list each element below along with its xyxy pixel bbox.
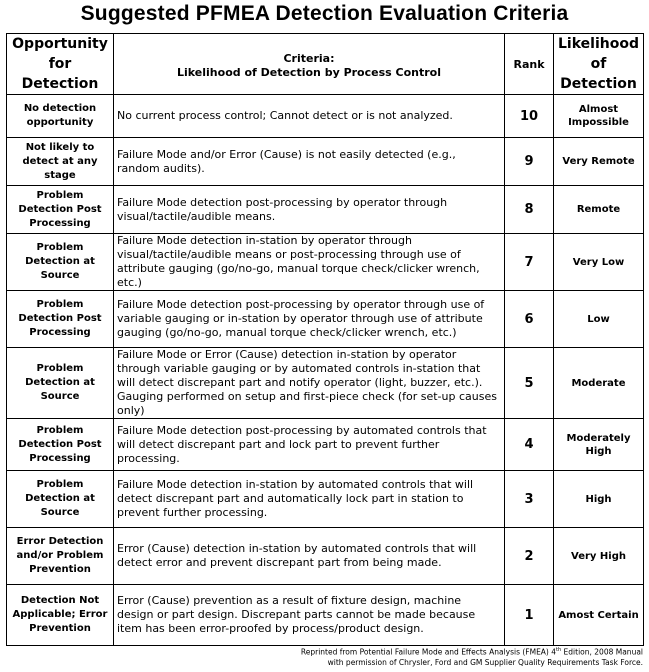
likelihood-cell: Almost Impossible bbox=[554, 95, 644, 138]
opportunity-cell: No detection opportunity bbox=[7, 95, 114, 138]
rank-cell: 2 bbox=[505, 528, 554, 585]
opportunity-cell: Detection Not Applicable; Error Prevention bbox=[7, 585, 114, 646]
criteria-cell: Failure Mode and/or Error (Cause) is not easily detected (e.g., random audits). bbox=[114, 138, 505, 186]
header-likelihood bbox=[554, 34, 644, 95]
table-row bbox=[7, 585, 644, 646]
criteria-cell: Failure Mode detection post-processing by operator through use of variable gauging or in-station by operator through use of attribute gauging (go/no-go, manual torque check/clicker wrench, etc.) bbox=[114, 291, 505, 348]
rank-cell: 7 bbox=[505, 234, 554, 291]
rank-cell: 3 bbox=[505, 471, 554, 528]
likelihood-cell: Remote bbox=[554, 186, 644, 234]
footnote-line1 bbox=[123, 645, 643, 658]
footnote-line2: with permission of Chrysler, Ford and GM Supplier Quality Requirements Task Force. bbox=[327, 657, 643, 667]
table-row bbox=[7, 528, 644, 585]
likelihood-cell: Very Low bbox=[554, 234, 644, 291]
likelihood-cell: Moderately High bbox=[554, 419, 644, 471]
source-footnote bbox=[123, 645, 643, 668]
likelihood-cell: Low bbox=[554, 291, 644, 348]
table-row bbox=[7, 186, 644, 234]
opportunity-cell: Problem Detection at Source bbox=[7, 471, 114, 528]
table-row bbox=[7, 234, 644, 291]
header-criteria-line1: Criteria: bbox=[283, 51, 335, 65]
likelihood-cell: Amost Certain bbox=[554, 585, 644, 646]
detection-criteria-table bbox=[6, 33, 644, 646]
table-row bbox=[7, 291, 644, 348]
page-title: Suggested PFMEA Detection Evaluation Criteria bbox=[80, 2, 569, 25]
rank-cell: 1 bbox=[505, 585, 554, 646]
opportunity-cell: Problem Detection at Source bbox=[7, 234, 114, 291]
header-criteria-line2: Likelihood of Detection by Process Control bbox=[177, 65, 441, 79]
criteria-cell: Failure Mode detection in-station by automated controls that will detect discrepant part and automatically lock part in station to prevent further processing. bbox=[114, 471, 505, 528]
header-likelihood-line2: of Detection bbox=[560, 56, 637, 92]
header-likelihood-line1: Likelihood bbox=[558, 36, 639, 52]
criteria-cell: Error (Cause) detection in-station by automated controls that will detect error and prevent discrepant part from being made. bbox=[114, 528, 505, 585]
criteria-cell: No current process control; Cannot detect or is not analyzed. bbox=[114, 95, 505, 138]
rank-cell: 10 bbox=[505, 95, 554, 138]
footnote-superscript: th bbox=[556, 647, 562, 653]
header-opportunity bbox=[7, 34, 114, 95]
opportunity-cell: Problem Detection at Source bbox=[7, 348, 114, 419]
opportunity-cell: Problem Detection Post Processing bbox=[7, 291, 114, 348]
rank-cell: 4 bbox=[505, 419, 554, 471]
criteria-cell: Failure Mode detection in-station by operator through visual/tactile/audible means or post-processing through use of attribute gauging (go/no-go, manual torque check/clicker wrench, etc.) bbox=[114, 234, 505, 291]
header-rank: Rank bbox=[505, 34, 554, 95]
criteria-cell: Error (Cause) prevention as a result of fixture design, machine design or part design. Discrepant parts cannot be made because item has been error-proofed by process/product design. bbox=[114, 585, 505, 646]
table-row bbox=[7, 419, 644, 471]
footnote-line1-post: Edition, 2008 Manual bbox=[561, 647, 643, 657]
table-row bbox=[7, 348, 644, 419]
footnote-line1-pre: Reprinted from Potential Failure Mode and Effects Analysis (FMEA) 4 bbox=[300, 647, 557, 657]
header-opportunity-line2: for Detection bbox=[21, 56, 99, 92]
opportunity-cell: Problem Detection Post Processing bbox=[7, 186, 114, 234]
header-criteria bbox=[114, 34, 505, 95]
likelihood-cell: Very High bbox=[554, 528, 644, 585]
header-opportunity-line1: Opportunity bbox=[12, 36, 108, 52]
rank-cell: 6 bbox=[505, 291, 554, 348]
opportunity-cell: Problem Detection Post Processing bbox=[7, 419, 114, 471]
header-row bbox=[7, 34, 644, 95]
criteria-cell: Failure Mode detection post-processing by automated controls that will detect discrepant part and lock part to prevent further processing. bbox=[114, 419, 505, 471]
likelihood-cell: Very Remote bbox=[554, 138, 644, 186]
likelihood-cell: High bbox=[554, 471, 644, 528]
likelihood-cell: Moderate bbox=[554, 348, 644, 419]
table-row bbox=[7, 95, 644, 138]
table-row bbox=[7, 138, 644, 186]
criteria-cell: Failure Mode detection post-processing by operator through visual/tactile/audible means. bbox=[114, 186, 505, 234]
rank-cell: 8 bbox=[505, 186, 554, 234]
opportunity-cell: Not likely to detect at any stage bbox=[7, 138, 114, 186]
table-row bbox=[7, 471, 644, 528]
opportunity-cell: Error Detection and/or Problem Prevention bbox=[7, 528, 114, 585]
rank-cell: 9 bbox=[505, 138, 554, 186]
criteria-cell: Failure Mode or Error (Cause) detection in-station by operator through variable gauging or by automated controls in-station that will detect discrepant part and notify operator (light, buzzer, etc.). Gauging performed on setup and first-piece check (for set-up causes only) bbox=[114, 348, 505, 419]
rank-cell: 5 bbox=[505, 348, 554, 419]
